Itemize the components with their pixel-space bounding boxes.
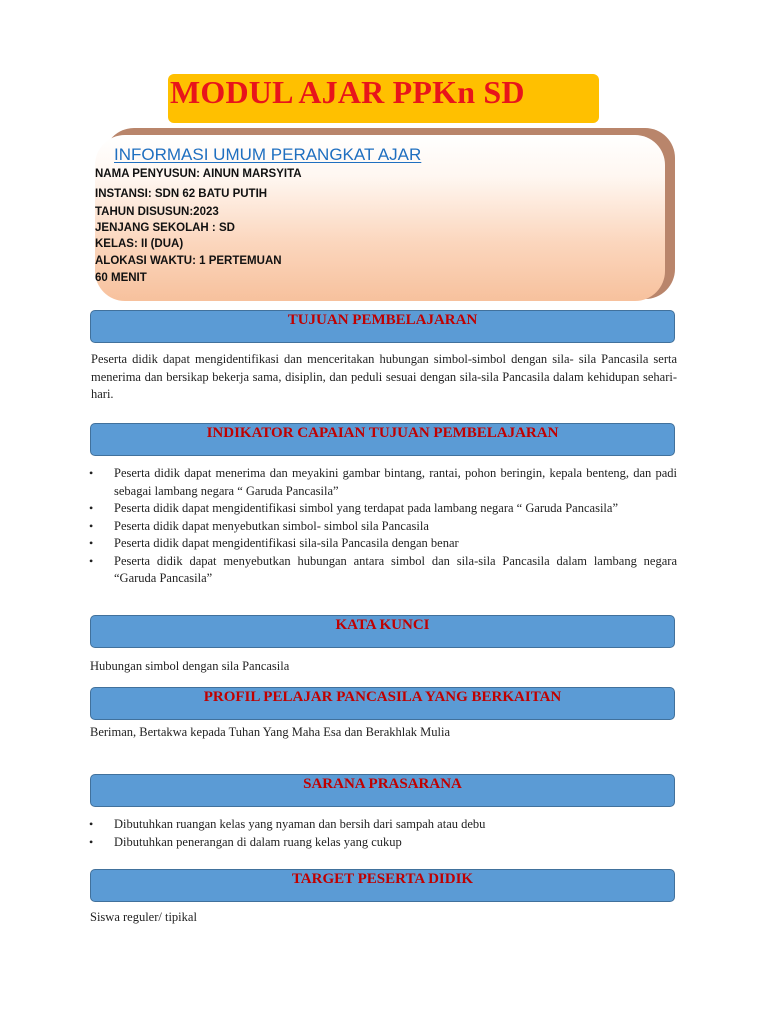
list-item: • Peserta didik dapat menyebutkan simbol- simbol sila Pancasila [88, 518, 677, 536]
info-line-penyusun: NAMA PENYUSUN: AINUN MARSYITA [95, 168, 302, 180]
tujuan-text: Peserta didik dapat mengidentifikasi dan menceritakan hubungan simbol-simbol dengan sila- sila Pancasila serta menerima dan bersikap bekerja sama, disiplin, dan peduli sesuai dengan sila-sila Pancasila dalam kehidupan sehari-hari. [91, 352, 677, 401]
section-header-sarana: SARANA PRASARANA [90, 774, 675, 807]
info-line-kelas: KELAS: II (DUA) [95, 238, 184, 250]
section-header-tujuan: TUJUAN PEMBELAJARAN [90, 310, 675, 343]
info-line-tahun: TAHUN DISUSUN:2023 [95, 206, 219, 218]
section-header-target: TARGET PESERTA DIDIK [90, 869, 675, 902]
profil-text: Beriman, Bertakwa kepada Tuhan Yang Maha Esa dan Berakhlak Mulia [90, 725, 450, 739]
indikator-list [88, 465, 677, 588]
info-heading: INFORMASI UMUM PERANGKAT AJAR [114, 145, 422, 164]
list-item: • Dibutuhkan penerangan di dalam ruang kelas yang cukup [88, 834, 677, 852]
list-item: • Peserta didik dapat menerima dan meyakini gambar bintang, rantai, pohon beringin, kepala benteng, dan padi sebagai lambang negara “ Garuda Pancasila” [88, 465, 677, 500]
section-header-kata-kunci: KATA KUNCI [90, 615, 675, 648]
page-title: MODUL AJAR PPKn SD [170, 74, 525, 110]
sarana-list [88, 816, 677, 851]
info-line-menit: 60 MENIT [95, 272, 147, 284]
list-item: • Dibutuhkan ruangan kelas yang nyaman dan bersih dari sampah atau debu [88, 816, 677, 834]
info-line-instansi: INSTANSI: SDN 62 BATU PUTIH [95, 188, 268, 200]
section-header-profil: PROFIL PELAJAR PANCASILA YANG BERKAITAN [90, 687, 675, 720]
list-item: • Peserta didik dapat menyebutkan hubungan antara simbol dan sila-sila Pancasila dalam lambang negara “Garuda Pancasila” [88, 553, 677, 588]
section-header-indikator: INDIKATOR CAPAIAN TUJUAN PEMBELAJARAN [90, 423, 675, 456]
list-item: • Peserta didik dapat mengidentifikasi simbol yang terdapat pada lambang negara “ Garuda Pancasila” [88, 500, 677, 518]
info-line-alokasi: ALOKASI WAKTU: 1 PERTEMUAN [95, 255, 282, 267]
target-text: Siswa reguler/ tipikal [90, 910, 197, 924]
info-line-jenjang: JENJANG SEKOLAH : SD [95, 222, 235, 234]
list-item: • Peserta didik dapat mengidentifikasi sila-sila Pancasila dengan benar [88, 535, 677, 553]
kata-kunci-text: Hubungan simbol dengan sila Pancasila [90, 659, 290, 673]
